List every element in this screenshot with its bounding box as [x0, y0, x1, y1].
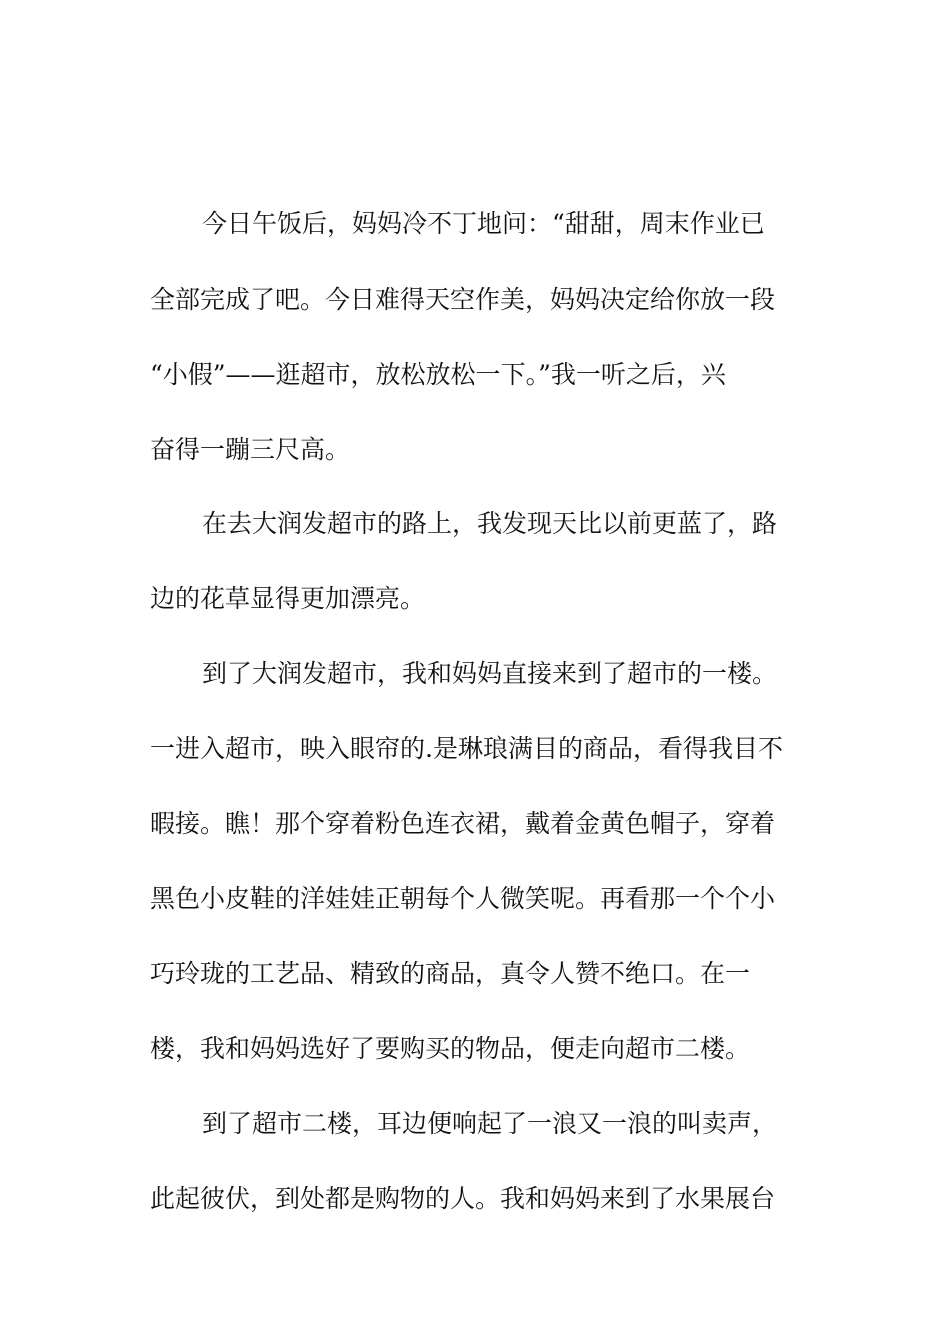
- paragraph-3-line-1: 到了大润发超市，我和妈妈直接来到了超市的一楼。: [202, 659, 778, 688]
- paragraph-1-line-4: 奋得一蹦三尺高。: [150, 435, 351, 464]
- paragraph-3-line-5: 巧玲珑的工艺品、精致的商品，真令人赞不绝口。在一: [150, 959, 751, 988]
- paragraph-1-line-2: 全部完成了吧。今日难得天空作美，妈妈决定给你放一段: [150, 285, 776, 314]
- paragraph-3-line-3: 暇接。瞧！那个穿着粉色连衣裙，戴着金黄色帽子，穿着: [150, 809, 776, 838]
- paragraph-2-line-2: 边的花草显得更加漂亮。: [150, 584, 426, 613]
- paragraph-3-line-4: 黑色小皮鞋的洋娃娃正朝每个人微笑呢。再看那一个个小: [150, 884, 776, 913]
- paragraph-1-line-1: 今日午饭后，妈妈冷不丁地问：“甜甜，周末作业已: [202, 209, 765, 238]
- paragraph-2-line-1: 在去大润发超市的路上，我发现天比以前更蓝了，路: [202, 509, 778, 538]
- paragraph-4-line-1: 到了超市二楼，耳边便响起了一浪又一浪的叫卖声，: [202, 1109, 778, 1138]
- paragraph-1-line-3: “小假”——逛超市，放松放松一下。”我一听之后，兴: [150, 360, 726, 389]
- paragraph-3-line-6: 楼，我和妈妈选好了要购买的物品，便走向超市二楼。: [150, 1034, 751, 1063]
- paragraph-4-line-2: 此起彼伏，到处都是购物的人。我和妈妈来到了水果展台: [150, 1184, 776, 1213]
- paragraph-3-line-2: 一进入超市，映入眼帘的.是琳琅满目的商品，看得我目不: [150, 734, 783, 763]
